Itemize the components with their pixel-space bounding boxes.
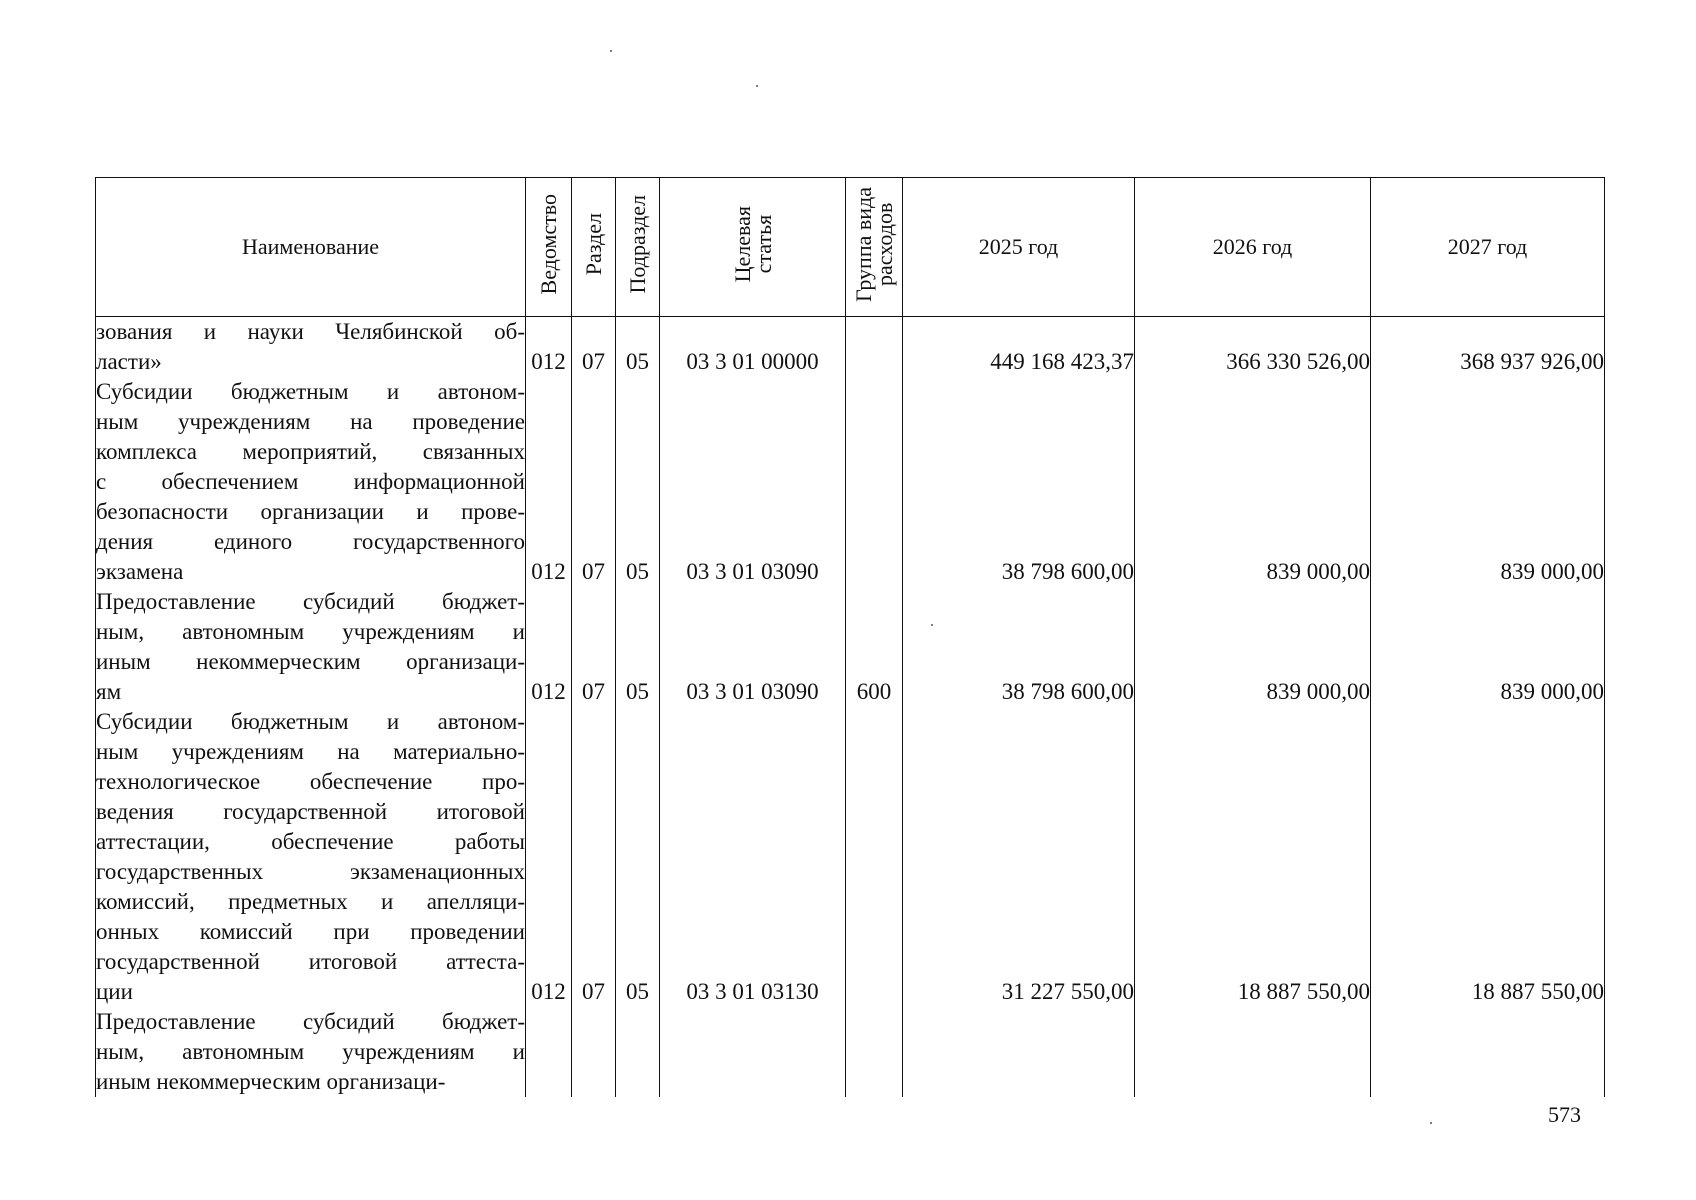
table-row <box>96 377 1605 587</box>
section-cell <box>572 1007 616 1097</box>
department-cell <box>526 1007 572 1097</box>
amount-2027-cell: 839 000,00 <box>1371 377 1605 587</box>
table-row <box>96 587 1605 707</box>
row-name-cell <box>96 707 526 1007</box>
header-expense-group <box>846 178 903 317</box>
department-cell: 012 <box>526 707 572 1007</box>
target-article-cell: 03 3 01 00000 <box>660 317 846 378</box>
row-name-line: Предоставление субсидий бюджет- <box>96 1009 525 1034</box>
amount-2025-cell: 38 798 600,00 <box>903 587 1135 707</box>
row-name-line: безопасности организации и прове- <box>96 499 525 524</box>
amount-2027-cell: 839 000,00 <box>1371 587 1605 707</box>
amount-2027-cell: 368 937 926,00 <box>1371 317 1605 378</box>
row-name-line: экзамена <box>96 559 184 584</box>
target-article-cell: 03 3 01 03090 <box>660 377 846 587</box>
amount-2026-cell: 366 330 526,00 <box>1135 317 1371 378</box>
header-expense-line2: расходов <box>872 202 897 286</box>
amount-2026-cell: 839 000,00 <box>1135 587 1371 707</box>
subsection-cell: 05 <box>616 317 660 378</box>
header-department: Ведомство <box>526 178 572 317</box>
expense-group-cell <box>846 377 903 587</box>
header-target-line1: Целевая <box>729 205 755 283</box>
row-name-line: зования и науки Челябинской об- <box>96 319 525 344</box>
row-name-line: комиссий, предметных и апелляци- <box>96 889 525 914</box>
row-name-line: с обеспечением информационной <box>96 469 525 494</box>
amount-2027-cell: 18 887 550,00 <box>1371 707 1605 1007</box>
row-name-line: ции <box>96 979 133 1004</box>
expense-group-cell <box>846 317 903 378</box>
header-section: Раздел <box>572 178 616 317</box>
row-name-line: комплекса мероприятий, связанных <box>96 439 525 464</box>
row-name-cell <box>96 377 526 587</box>
scan-speck <box>756 85 758 87</box>
header-name: Наименование <box>96 178 526 317</box>
target-article-cell <box>660 1007 846 1097</box>
row-name-cell <box>96 587 526 707</box>
header-expense-line1: Группа вида <box>851 186 876 302</box>
row-name-line: ласти» <box>96 349 162 374</box>
row-name-line: государственных экзаменационных <box>96 859 525 884</box>
subsection-cell: 05 <box>616 707 660 1007</box>
row-name-line: государственной итоговой аттеста- <box>96 949 525 974</box>
row-name-line: дения единого государственного <box>96 529 525 554</box>
amount-2025-cell: 38 798 600,00 <box>903 377 1135 587</box>
scan-speck <box>931 624 933 626</box>
header-year-2025: 2025 год <box>903 178 1135 317</box>
row-name-line: иным некоммерческим организаци- <box>96 1069 446 1094</box>
expense-group-cell: 600 <box>846 587 903 707</box>
header-year-2026: 2026 год <box>1135 178 1371 317</box>
header-target-line2: статья <box>750 214 776 274</box>
department-cell: 012 <box>526 377 572 587</box>
amount-2026-cell <box>1135 1007 1371 1097</box>
row-name-line: аттестации, обеспечение работы <box>96 829 525 854</box>
row-name-line: технологическое обеспечение про- <box>96 769 525 794</box>
table-row <box>96 1007 1605 1097</box>
scan-speck <box>610 50 612 52</box>
row-name-line: ным, автономным учреждениям и <box>96 1039 525 1064</box>
row-name-line: ным учреждениям на проведение <box>96 409 525 434</box>
amount-2027-cell <box>1371 1007 1605 1097</box>
row-name-line: ведения государственной итоговой <box>96 799 525 824</box>
department-cell: 012 <box>526 587 572 707</box>
amount-2025-cell: 31 227 550,00 <box>903 707 1135 1007</box>
header-subsection: Подраздел <box>616 178 660 317</box>
table-body <box>96 317 1605 1098</box>
subsection-cell: 05 <box>616 587 660 707</box>
row-name-cell <box>96 317 526 378</box>
amount-2025-cell: 449 168 423,37 <box>903 317 1135 378</box>
section-cell: 07 <box>572 587 616 707</box>
target-article-cell: 03 3 01 03130 <box>660 707 846 1007</box>
row-name-cell <box>96 1007 526 1097</box>
budget-table <box>95 177 1605 1097</box>
department-cell: 012 <box>526 317 572 378</box>
page-number: 573 <box>1548 1102 1581 1127</box>
expense-group-cell <box>846 1007 903 1097</box>
row-name-line: иным некоммерческим организаци- <box>96 649 525 674</box>
subsection-cell <box>616 1007 660 1097</box>
scan-speck <box>1430 1122 1432 1124</box>
row-name-line: Субсидии бюджетным и автоном- <box>96 709 525 734</box>
row-name-line: ным, автономным учреждениям и <box>96 619 525 644</box>
header-year-2027: 2027 год <box>1371 178 1605 317</box>
row-name-line: онных комиссий при проведении <box>96 919 525 944</box>
subsection-cell: 05 <box>616 377 660 587</box>
section-cell: 07 <box>572 707 616 1007</box>
table-row <box>96 317 1605 378</box>
amount-2025-cell <box>903 1007 1135 1097</box>
row-name-line: ным учреждениям на материально- <box>96 739 525 764</box>
amount-2026-cell: 839 000,00 <box>1135 377 1371 587</box>
table-header-row <box>96 178 1605 317</box>
row-name-line: Предоставление субсидий бюджет- <box>96 589 525 614</box>
amount-2026-cell: 18 887 550,00 <box>1135 707 1371 1007</box>
table-row <box>96 707 1605 1007</box>
expense-group-cell <box>846 707 903 1007</box>
section-cell: 07 <box>572 377 616 587</box>
row-name-line: ям <box>96 679 122 704</box>
target-article-cell: 03 3 01 03090 <box>660 587 846 707</box>
row-name-line: Субсидии бюджетным и автоном- <box>96 379 525 404</box>
section-cell: 07 <box>572 317 616 378</box>
header-target-article <box>660 178 846 317</box>
